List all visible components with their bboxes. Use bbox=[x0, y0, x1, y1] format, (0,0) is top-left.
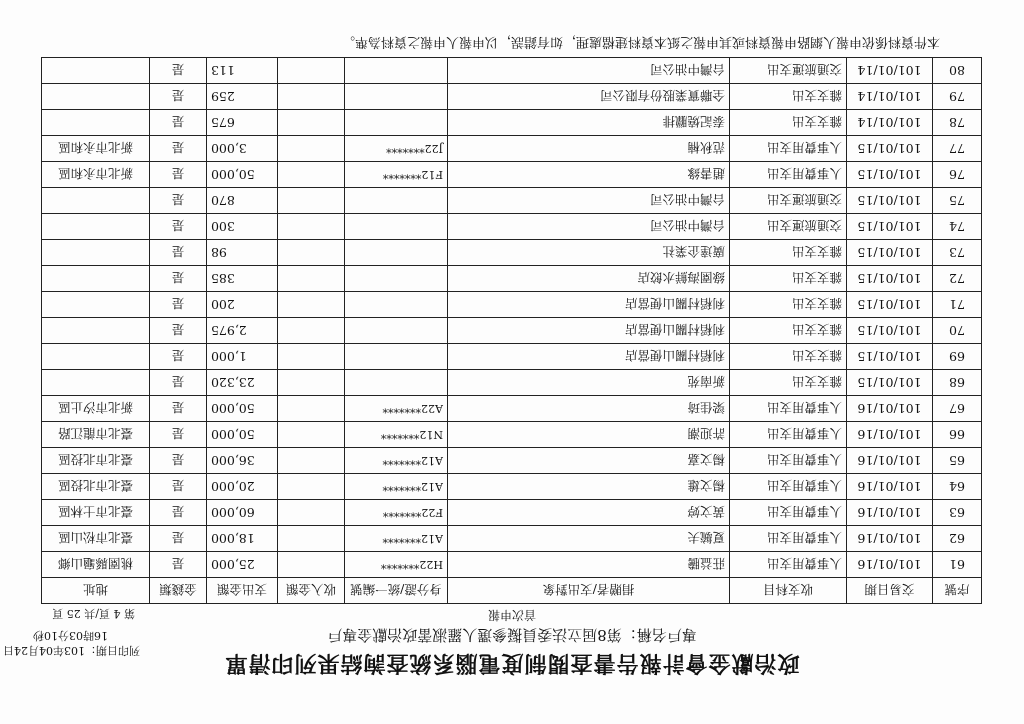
id-number-cell bbox=[345, 266, 448, 292]
table-row bbox=[42, 526, 982, 552]
payee-cell: 台灣中油公司 bbox=[448, 188, 730, 214]
row-number-cell: 76 bbox=[933, 162, 982, 188]
header-row bbox=[42, 578, 982, 604]
address-cell bbox=[42, 214, 150, 240]
transaction-date-cell: 101/01/15 bbox=[847, 188, 933, 214]
transaction-date-cell: 101/01/15 bbox=[847, 214, 933, 240]
address-cell: 臺北市北投區 bbox=[42, 448, 150, 474]
row-number-cell: 67 bbox=[933, 396, 982, 422]
row-number-cell: 63 bbox=[933, 500, 982, 526]
transaction-date-cell: 101/01/14 bbox=[847, 110, 933, 136]
cash-flag-cell: 是 bbox=[150, 58, 207, 84]
category-cell: 雜支支出 bbox=[730, 344, 847, 370]
address-cell bbox=[42, 318, 150, 344]
category-cell: 雜支支出 bbox=[730, 370, 847, 396]
table-row bbox=[42, 474, 982, 500]
header-no: 序號 bbox=[933, 578, 982, 604]
cash-flag-cell: 是 bbox=[150, 448, 207, 474]
expense-amount-cell: 50,000 bbox=[207, 162, 278, 188]
address-cell: 臺北市龍江路 bbox=[42, 422, 150, 448]
address-cell bbox=[42, 266, 150, 292]
cash-flag-cell: 是 bbox=[150, 370, 207, 396]
header-date: 交易日期 bbox=[847, 578, 933, 604]
table-row bbox=[42, 396, 982, 422]
print-date: 列印日期：103年04月24日 bbox=[3, 644, 140, 657]
row-number-cell: 78 bbox=[933, 110, 982, 136]
table-row bbox=[42, 500, 982, 526]
address-cell bbox=[42, 292, 150, 318]
transaction-date-cell: 101/01/15 bbox=[847, 292, 933, 318]
table-row bbox=[42, 552, 982, 578]
row-number-cell: 74 bbox=[933, 214, 982, 240]
category-cell: 交通旅運支出 bbox=[730, 58, 847, 84]
id-number-cell bbox=[345, 58, 448, 84]
payee-cell: 范秋楠 bbox=[448, 136, 730, 162]
income-amount-cell bbox=[278, 500, 345, 526]
payee-cell: 利稻村關山便當店 bbox=[448, 344, 730, 370]
table-row bbox=[42, 422, 982, 448]
id-number-cell bbox=[345, 84, 448, 110]
table-row bbox=[42, 318, 982, 344]
expense-amount-cell: 2,975 bbox=[207, 318, 278, 344]
category-cell: 雜支支出 bbox=[730, 240, 847, 266]
row-number-cell: 69 bbox=[933, 344, 982, 370]
income-amount-cell bbox=[278, 292, 345, 318]
id-number-cell: A12******* bbox=[345, 448, 448, 474]
id-number-cell: A22******* bbox=[345, 396, 448, 422]
cash-flag-cell: 是 bbox=[150, 162, 207, 188]
row-number-cell: 73 bbox=[933, 240, 982, 266]
payee-cell: 許迎潮 bbox=[448, 422, 730, 448]
address-cell: 桃園縣龜山鄉 bbox=[42, 552, 150, 578]
row-number-cell: 75 bbox=[933, 188, 982, 214]
page-number: 第 4 頁/共 25 頁 bbox=[52, 607, 135, 620]
address-cell bbox=[42, 84, 150, 110]
address-cell bbox=[42, 110, 150, 136]
income-amount-cell bbox=[278, 214, 345, 240]
header-cash: 金錢類 bbox=[150, 578, 207, 604]
row-number-cell: 77 bbox=[933, 136, 982, 162]
id-number-cell bbox=[345, 344, 448, 370]
cash-flag-cell: 是 bbox=[150, 110, 207, 136]
transaction-date-cell: 101/01/14 bbox=[847, 58, 933, 84]
expense-amount-cell: 300 bbox=[207, 214, 278, 240]
transaction-date-cell: 101/01/16 bbox=[847, 422, 933, 448]
expense-amount-cell: 113 bbox=[207, 58, 278, 84]
table-row bbox=[42, 84, 982, 110]
income-amount-cell bbox=[278, 396, 345, 422]
payee-cell: 利稻村關山便當店 bbox=[448, 318, 730, 344]
cash-flag-cell: 是 bbox=[150, 396, 207, 422]
address-cell bbox=[42, 240, 150, 266]
expense-amount-cell: 20,000 bbox=[207, 474, 278, 500]
cash-flag-cell: 是 bbox=[150, 214, 207, 240]
cash-flag-cell: 是 bbox=[150, 84, 207, 110]
payee-cell: 新南苑 bbox=[448, 370, 730, 396]
expense-amount-cell: 25,000 bbox=[207, 552, 278, 578]
transaction-date-cell: 101/01/15 bbox=[847, 240, 933, 266]
id-number-cell: J22******* bbox=[345, 136, 448, 162]
income-amount-cell bbox=[278, 474, 345, 500]
expense-amount-cell: 259 bbox=[207, 84, 278, 110]
payee-cell: 泰記燒臘排 bbox=[448, 110, 730, 136]
header-id: 身分證/統一編號 bbox=[345, 578, 448, 604]
table-row bbox=[42, 370, 982, 396]
payee-cell: 楊文雄 bbox=[448, 474, 730, 500]
cash-flag-cell: 是 bbox=[150, 526, 207, 552]
id-number-cell bbox=[345, 240, 448, 266]
table-row bbox=[42, 344, 982, 370]
table-row bbox=[42, 188, 982, 214]
transaction-date-cell: 101/01/15 bbox=[847, 136, 933, 162]
table-row bbox=[42, 214, 982, 240]
category-cell: 交通旅運支出 bbox=[730, 188, 847, 214]
category-cell: 雜支支出 bbox=[730, 318, 847, 344]
records-body bbox=[42, 58, 982, 578]
category-cell: 人事費用支出 bbox=[730, 474, 847, 500]
transaction-date-cell: 101/01/16 bbox=[847, 448, 933, 474]
income-amount-cell bbox=[278, 448, 345, 474]
cash-flag-cell: 是 bbox=[150, 474, 207, 500]
payee-cell: 台灣中油公司 bbox=[448, 58, 730, 84]
cash-flag-cell: 是 bbox=[150, 318, 207, 344]
expense-amount-cell: 200 bbox=[207, 292, 278, 318]
expense-amount-cell: 23,320 bbox=[207, 370, 278, 396]
category-cell: 人事費用支出 bbox=[730, 526, 847, 552]
expense-amount-cell: 36,000 bbox=[207, 448, 278, 474]
income-amount-cell bbox=[278, 552, 345, 578]
category-cell: 雜支支出 bbox=[730, 292, 847, 318]
row-number-cell: 72 bbox=[933, 266, 982, 292]
table-row bbox=[42, 58, 982, 84]
address-cell bbox=[42, 188, 150, 214]
category-cell: 人事費用支出 bbox=[730, 136, 847, 162]
category-cell: 交通旅運支出 bbox=[730, 214, 847, 240]
print-info bbox=[3, 628, 140, 658]
cash-flag-cell: 是 bbox=[150, 136, 207, 162]
address-cell bbox=[42, 344, 150, 370]
id-number-cell bbox=[345, 214, 448, 240]
header-address: 地址 bbox=[42, 578, 150, 604]
category-cell: 人事費用支出 bbox=[730, 422, 847, 448]
transaction-date-cell: 101/01/16 bbox=[847, 396, 933, 422]
cash-flag-cell: 是 bbox=[150, 422, 207, 448]
table-row bbox=[42, 448, 982, 474]
payee-cell: 夏毓夫 bbox=[448, 526, 730, 552]
payee-cell: 楊文嘉 bbox=[448, 448, 730, 474]
payee-cell: 利稻村關山便當店 bbox=[448, 292, 730, 318]
address-cell bbox=[42, 58, 150, 84]
records-table bbox=[41, 57, 982, 604]
row-number-cell: 64 bbox=[933, 474, 982, 500]
expense-amount-cell: 675 bbox=[207, 110, 278, 136]
header-category: 收支科目 bbox=[730, 578, 847, 604]
row-number-cell: 62 bbox=[933, 526, 982, 552]
payee-cell: 台灣中油公司 bbox=[448, 214, 730, 240]
transaction-date-cell: 101/01/16 bbox=[847, 552, 933, 578]
cash-flag-cell: 是 bbox=[150, 344, 207, 370]
header-income: 收入金額 bbox=[278, 578, 345, 604]
id-number-cell: F12******* bbox=[345, 162, 448, 188]
address-cell: 新北市永和區 bbox=[42, 162, 150, 188]
income-amount-cell bbox=[278, 240, 345, 266]
id-number-cell: F22******* bbox=[345, 500, 448, 526]
category-cell: 雜支支出 bbox=[730, 84, 847, 110]
income-amount-cell bbox=[278, 422, 345, 448]
category-cell: 人事費用支出 bbox=[730, 500, 847, 526]
table-row bbox=[42, 162, 982, 188]
transaction-date-cell: 101/01/16 bbox=[847, 526, 933, 552]
cash-flag-cell: 是 bbox=[150, 552, 207, 578]
id-number-cell bbox=[345, 370, 448, 396]
address-cell: 臺北市士林區 bbox=[42, 500, 150, 526]
category-cell: 雜支支出 bbox=[730, 266, 847, 292]
expense-amount-cell: 3,000 bbox=[207, 136, 278, 162]
row-number-cell: 68 bbox=[933, 370, 982, 396]
expense-amount-cell: 60,000 bbox=[207, 500, 278, 526]
id-number-cell: H22******* bbox=[345, 552, 448, 578]
address-cell: 臺北市北投區 bbox=[42, 474, 150, 500]
id-number-cell bbox=[345, 188, 448, 214]
cash-flag-cell: 是 bbox=[150, 266, 207, 292]
table-row bbox=[42, 240, 982, 266]
row-number-cell: 65 bbox=[933, 448, 982, 474]
income-amount-cell bbox=[278, 188, 345, 214]
id-number-cell bbox=[345, 318, 448, 344]
id-number-cell: A12******* bbox=[345, 474, 448, 500]
header-payee: 捐贈者/支出對象 bbox=[448, 578, 730, 604]
expense-amount-cell: 18,000 bbox=[207, 526, 278, 552]
cash-flag-cell: 是 bbox=[150, 292, 207, 318]
transaction-date-cell: 101/01/16 bbox=[847, 474, 933, 500]
income-amount-cell bbox=[278, 370, 345, 396]
document-title: 政治獻金會計報告書查閱制度電腦系統查詢結果列印清單 bbox=[224, 650, 800, 676]
payee-cell: 莊益騰 bbox=[448, 552, 730, 578]
row-number-cell: 66 bbox=[933, 422, 982, 448]
footnote: 本件資料係依申報人網路申報資料或其申報之紙本資料建檔處理，如有錯誤，以申報人申報之資料為準。 bbox=[341, 34, 940, 49]
income-amount-cell bbox=[278, 162, 345, 188]
transaction-date-cell: 101/01/16 bbox=[847, 500, 933, 526]
income-amount-cell bbox=[278, 136, 345, 162]
table-row bbox=[42, 266, 982, 292]
table-row bbox=[42, 136, 982, 162]
transaction-date-cell: 101/01/15 bbox=[847, 318, 933, 344]
row-number-cell: 71 bbox=[933, 292, 982, 318]
account-name: 專戶名稱：第8屆立法委員擬參選人羅淑蕾政治獻金專戶 bbox=[327, 626, 697, 644]
transaction-date-cell: 101/01/15 bbox=[847, 162, 933, 188]
table-row bbox=[42, 292, 982, 318]
id-number-cell: A12******* bbox=[345, 526, 448, 552]
transaction-date-cell: 101/01/15 bbox=[847, 266, 933, 292]
payee-cell: 黃文婷 bbox=[448, 500, 730, 526]
id-number-cell bbox=[345, 292, 448, 318]
id-number-cell bbox=[345, 110, 448, 136]
address-cell: 臺北市松山區 bbox=[42, 526, 150, 552]
payee-cell: 趙書緣 bbox=[448, 162, 730, 188]
category-cell: 人事費用支出 bbox=[730, 552, 847, 578]
expense-amount-cell: 385 bbox=[207, 266, 278, 292]
income-amount-cell bbox=[278, 318, 345, 344]
filing-type: 首次申報 bbox=[488, 608, 537, 622]
row-number-cell: 80 bbox=[933, 58, 982, 84]
print-time: 16時03分10秒 bbox=[33, 629, 108, 642]
transaction-date-cell: 101/01/14 bbox=[847, 84, 933, 110]
payee-cell: 廣達企業社 bbox=[448, 240, 730, 266]
transaction-date-cell: 101/01/15 bbox=[847, 344, 933, 370]
income-amount-cell bbox=[278, 344, 345, 370]
expense-amount-cell: 870 bbox=[207, 188, 278, 214]
expense-amount-cell: 50,000 bbox=[207, 422, 278, 448]
category-cell: 人事費用支出 bbox=[730, 396, 847, 422]
category-cell: 人事費用支出 bbox=[730, 448, 847, 474]
income-amount-cell bbox=[278, 526, 345, 552]
header-expense: 支出金額 bbox=[207, 578, 278, 604]
expense-amount-cell: 50,000 bbox=[207, 396, 278, 422]
transaction-date-cell: 101/01/15 bbox=[847, 370, 933, 396]
address-cell: 新北市永和區 bbox=[42, 136, 150, 162]
expense-amount-cell: 98 bbox=[207, 240, 278, 266]
payee-cell: 梁佳琦 bbox=[448, 396, 730, 422]
payee-cell: 綠園海鮮水餃店 bbox=[448, 266, 730, 292]
address-cell bbox=[42, 370, 150, 396]
payee-cell: 全聯實業股份有限公司 bbox=[448, 84, 730, 110]
income-amount-cell bbox=[278, 58, 345, 84]
id-number-cell: N12******* bbox=[345, 422, 448, 448]
address-cell: 新北市汐止區 bbox=[42, 396, 150, 422]
row-number-cell: 79 bbox=[933, 84, 982, 110]
cash-flag-cell: 是 bbox=[150, 188, 207, 214]
income-amount-cell bbox=[278, 266, 345, 292]
table-row bbox=[42, 110, 982, 136]
row-number-cell: 61 bbox=[933, 552, 982, 578]
expense-amount-cell: 1,000 bbox=[207, 344, 278, 370]
cash-flag-cell: 是 bbox=[150, 240, 207, 266]
income-amount-cell bbox=[278, 110, 345, 136]
cash-flag-cell: 是 bbox=[150, 500, 207, 526]
category-cell: 人事費用支出 bbox=[730, 162, 847, 188]
income-amount-cell bbox=[278, 84, 345, 110]
row-number-cell: 70 bbox=[933, 318, 982, 344]
category-cell: 雜支支出 bbox=[730, 110, 847, 136]
